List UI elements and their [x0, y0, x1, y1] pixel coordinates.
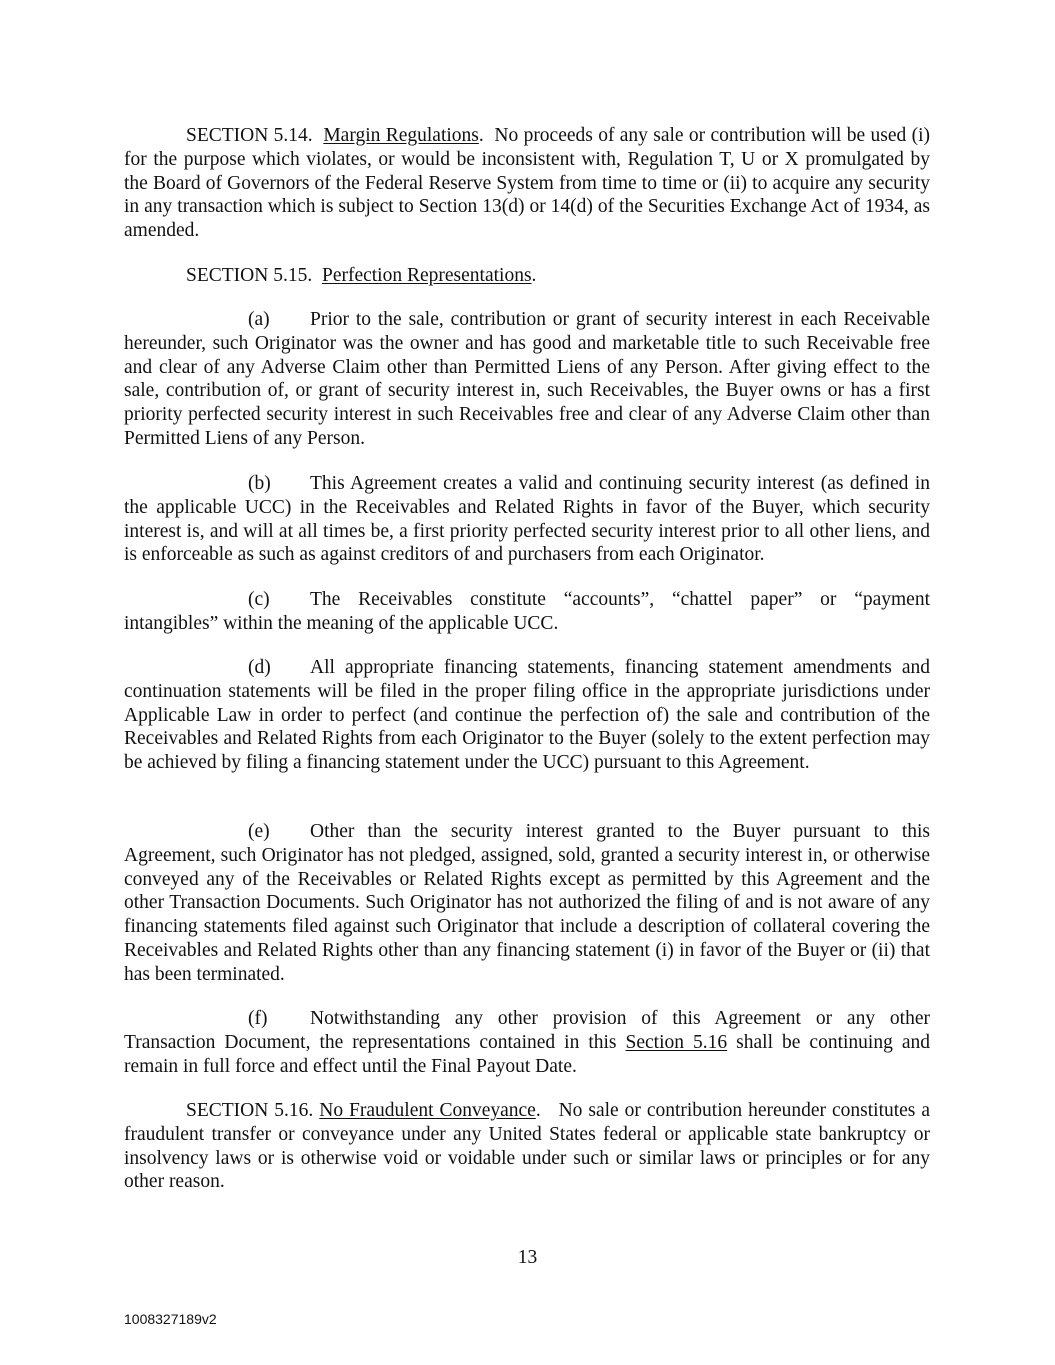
section-5-15-heading: SECTION 5.15. Perfection Representations.	[186, 265, 537, 286]
clause-d	[124, 656, 930, 775]
clause-text: The Receivables constitute “accounts”, “chattel paper” or “payment intangibles” within the meaning of the applicable UCC.	[124, 589, 930, 634]
clause-e	[124, 820, 930, 987]
clause-marker: (a)	[248, 309, 270, 330]
clause-text-after: shall be continuing and remain in full force and effect until the Final Payout Date.	[124, 1031, 930, 1077]
section-label: SECTION 5.15.	[186, 265, 313, 286]
section-label: SECTION 5.14.	[186, 125, 313, 146]
clause-marker: (f)	[248, 1008, 268, 1029]
clause-text: This Agreement creates a valid and continuing security interest (as defined in the applicable UCC) in the Receivables and Related Rights in favor of the Buyer, which security interest is, and will at all times be, a first priority perfected security interest prior to all other liens, and is enforceable as such as against creditors of and purchasers from each Originator.	[124, 473, 930, 566]
clause-text-before: Notwithstanding any other provision of this Agreement or any other Transaction Document, the representations contained in this	[124, 1008, 930, 1053]
clause-f	[124, 1007, 930, 1078]
clause-marker: (b)	[248, 473, 271, 494]
clause-b	[124, 472, 930, 567]
clause-marker: (e)	[248, 821, 270, 842]
section-title: Perfection Representations	[321, 265, 532, 286]
section-5-16-link[interactable]: Section 5.16	[625, 1031, 728, 1053]
clause-marker: (c)	[248, 589, 270, 610]
clause-a	[124, 308, 930, 451]
clause-text: Prior to the sale, contribution or grant of security interest in each Receivable hereunder, such Originator was the owner and has good and marketable title to such Receivable free and clear of any Adverse Claim other than Permitted Liens of any Person. After giving effect to the sale, contribution of, or grant of security interest in, such Receivables, the Buyer owns or has a first priority perfected security interest in such Receivables free and clear of any Adverse Claim other than Permitted Liens of any Person.	[124, 309, 930, 449]
clause-text: Other than the security interest granted to the Buyer pursuant to this Agreement, such Originator has not pledged, assigned, sold, granted a security interest in, or otherwise conveyed any of the Receivables or Related Rights except as permitted by this Agreement and the other Transaction Documents. Such Originator has not authorized the filing of and is not aware of any financing statements filed against such Originator that include a description of collateral covering the Receivables and Related Rights other than any financing statement (i) in favor of the Buyer or (ii) that has been terminated.	[124, 821, 930, 985]
section-5-16: SECTION 5.16. No Fraudulent Conveyance. No sale or contribution hereunder constitutes a fraudulent transfer or conveyance under any United States federal or applicable state bankruptcy or insolvency laws or is otherwise void or voidable under such or similar laws or principles or for any other reason.	[124, 1100, 931, 1193]
section-title: Margin Regulations	[323, 125, 479, 146]
clause-marker: (d)	[248, 657, 271, 678]
clause-c	[124, 588, 930, 636]
section-text: No proceeds of any sale or contribution will be used (i) for the purpose which violates, or would be inconsistent with, Regulation T, U or X promulgated by the Board of Governors of the Federal Reserve System from time to time or (ii) to acquire any security in any transaction which is subject to Section 13(d) or 14(d) of the Securities Exchange Act of 1934, as amended.	[124, 125, 930, 242]
section-5-14: SECTION 5.14. Margin Regulations. No proceeds of any sale or contribution will be used (i) for the purpose which violates, or would be inconsistent with, Regulation T, U or X promulgated by the Board of Governors of the Federal Reserve System from time to time or (ii) to acquire any security in any transaction which is subject to Section 13(d) or 14(d) of the Securities Exchange Act of 1934, as amended.	[124, 125, 930, 242]
section-title: No Fraudulent Conveyance	[319, 1100, 536, 1121]
section-text: No sale or contribution hereunder constitutes a fraudulent transfer or conveyance under any United States federal or applicable state bankruptcy or insolvency laws or is otherwise void or voidable under such or similar laws or principles or for any other reason.	[124, 1100, 931, 1193]
document-id: 1008327189v2	[124, 1311, 217, 1327]
clause-text: All appropriate financing statements, financing statement amendments and continuation statements will be filed in the proper filing office in the appropriate jurisdictions under Applicable Law in order to perfect (and continue the perfection of) the sale and contribution of the Receivables and Related Rights from each Originator to the Buyer (solely to the extent perfection may be achieved by filing a financing statement under the UCC) pursuant to this Agreement.	[124, 657, 930, 774]
page-number: 13	[517, 1247, 538, 1268]
section-label: SECTION 5.16.	[186, 1100, 314, 1121]
